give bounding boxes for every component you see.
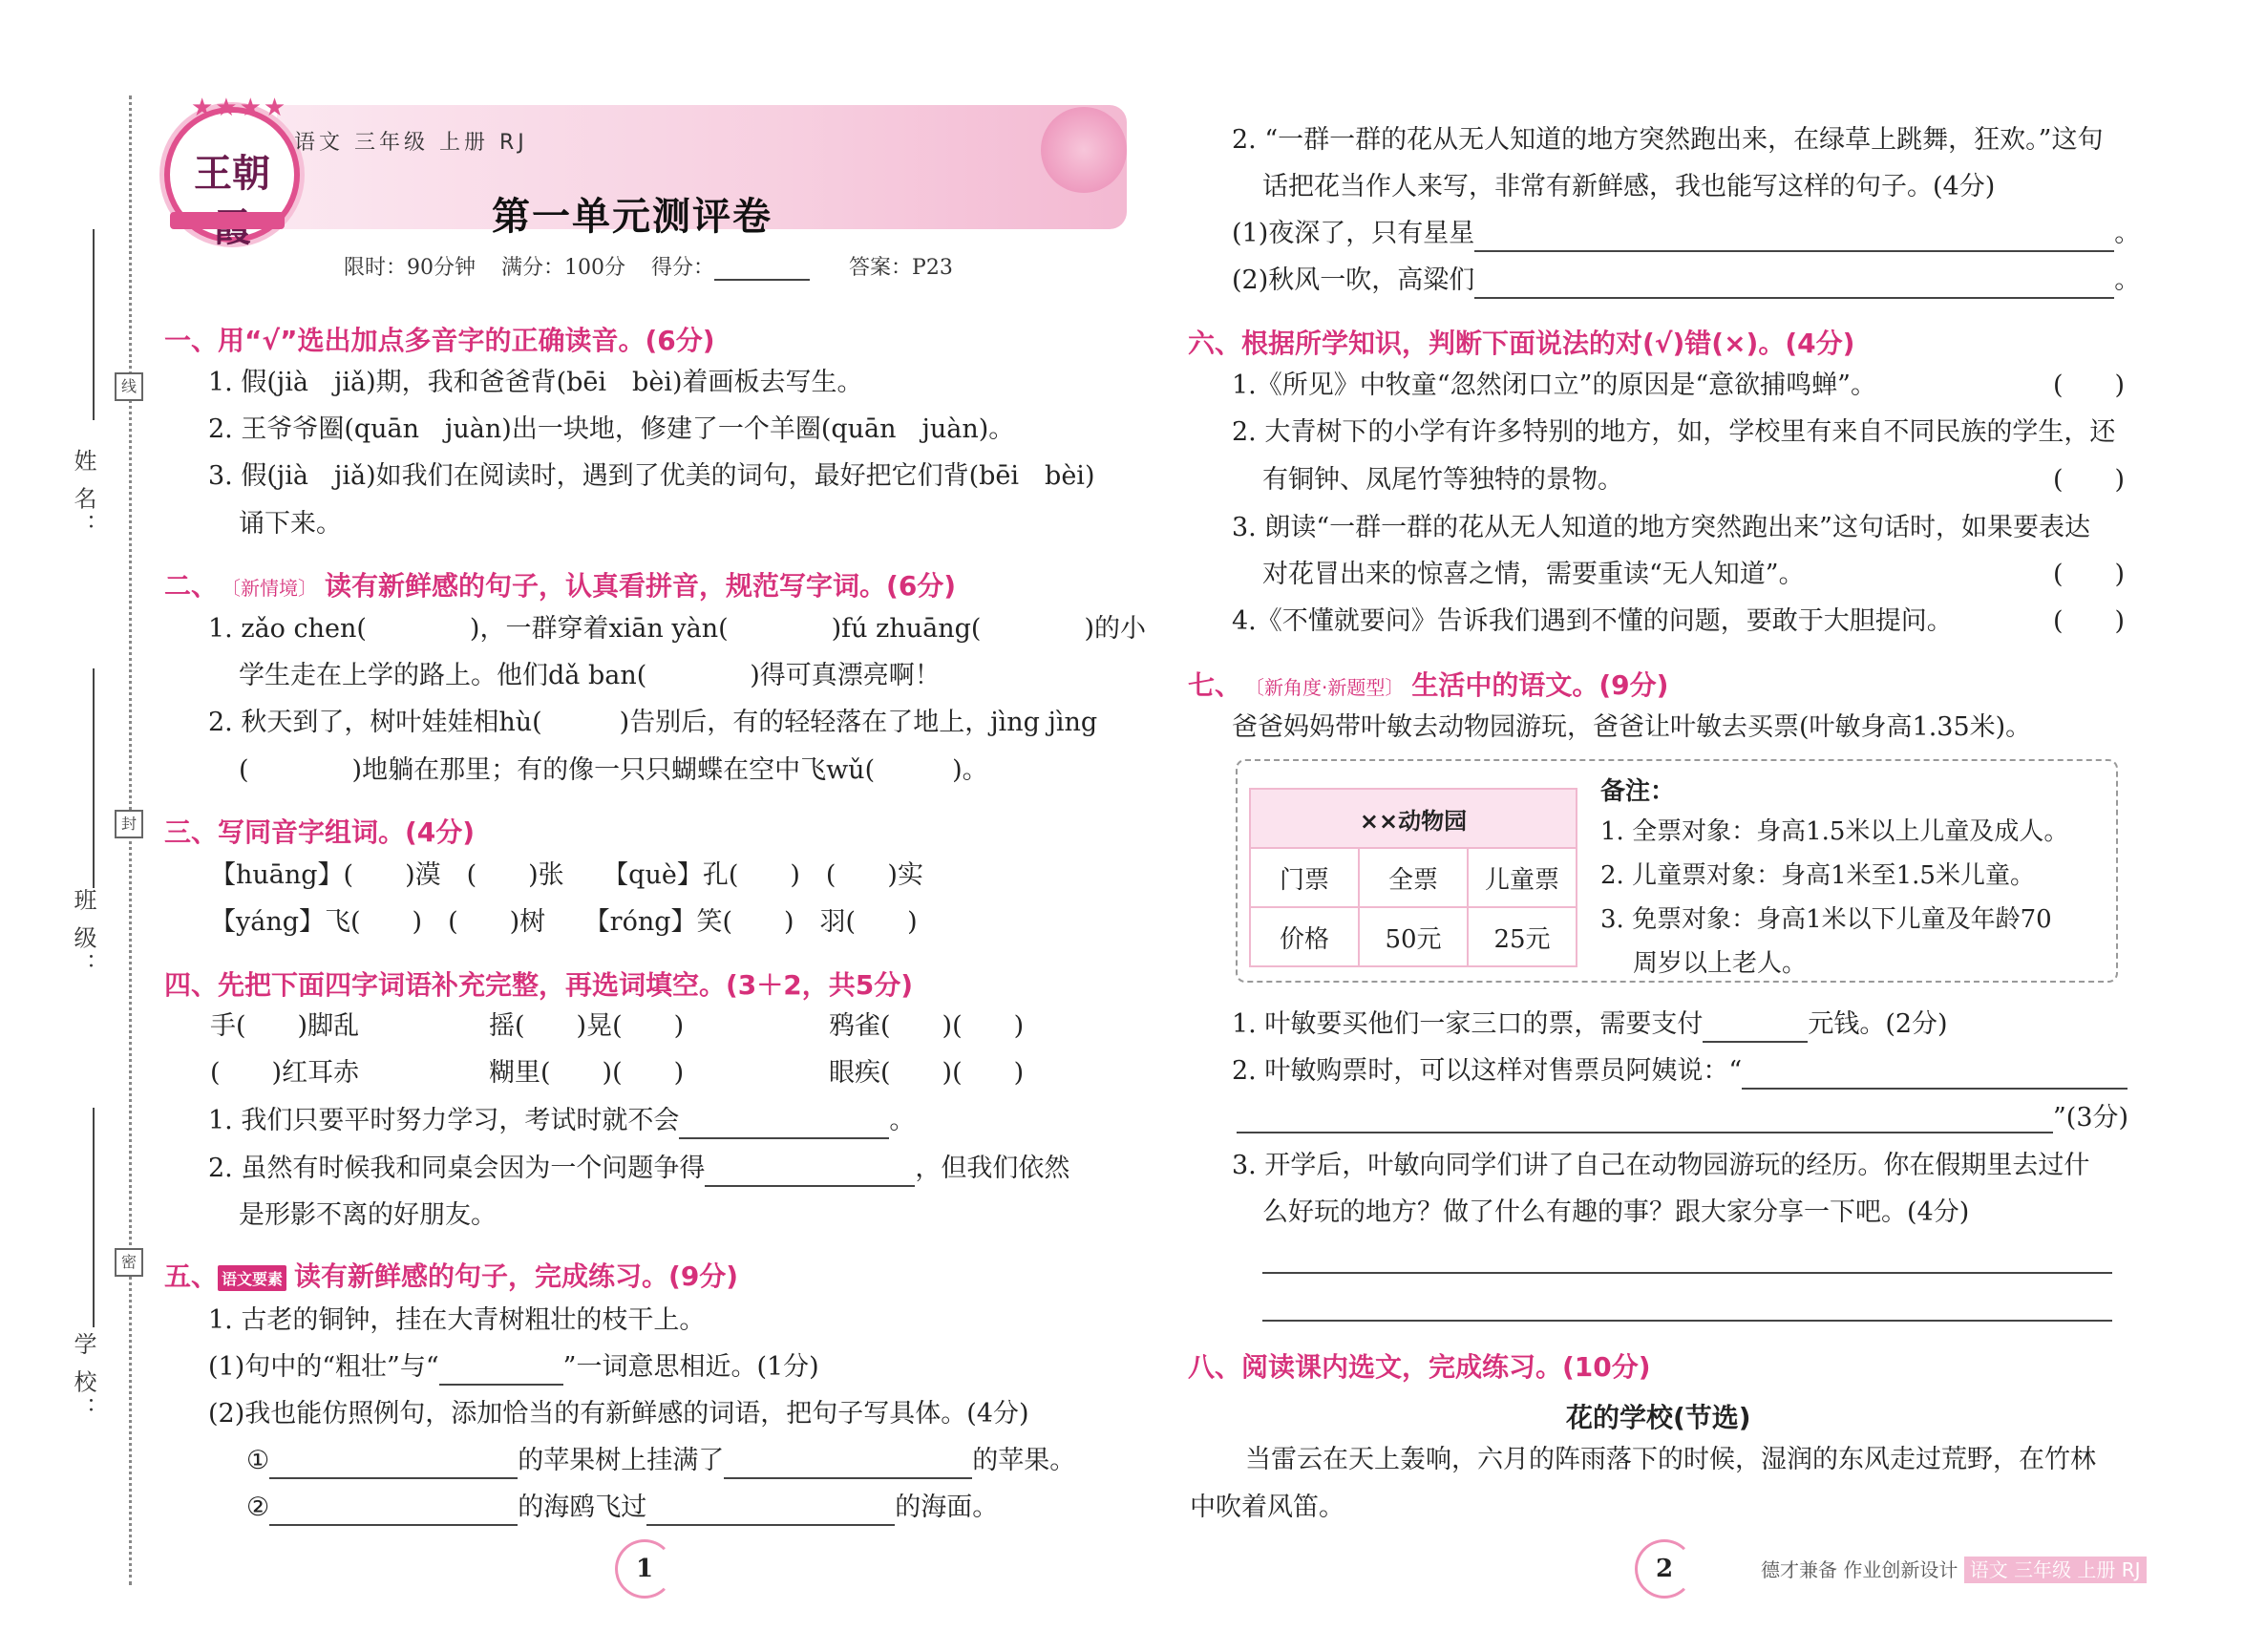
s6-q1: 1.《所见》中牧童“忽然闭口立”的原因是“意欲捕鸣蝉”。 — [1232, 371, 1876, 400]
section-1-title: 一、用“√”选出加点多音字的正确读音。(6分) — [164, 325, 715, 356]
page-number-1: 1 — [615, 1539, 674, 1599]
class-field-line — [93, 668, 95, 888]
s2-tag: 〔新情境〕 — [222, 577, 318, 600]
s7-intro: 爸爸妈妈带叶敏去动物园游玩，爸爸让叶敏去买票(叶敏身高1.35米)。 — [1232, 712, 2032, 742]
s6-q3a: 3. 朗读“一群一群的花从无人知道的地方突然跑出来”这句话时，如果要表达 — [1232, 513, 2090, 542]
s7-tag: 〔新角度·新题型〕 — [1245, 676, 1405, 699]
s5-q1: 1. 古老的铜钟，挂在大青树粗壮的枝干上。 — [208, 1305, 706, 1335]
s5-q1-2: (2)我也能仿照例句，添加恰当的有新鲜感的词语，把句子写具体。(4分) — [208, 1399, 1029, 1429]
s5-q1-1-text: (1)句中的“粗壮”与“ — [208, 1352, 439, 1382]
s7-q2-line[interactable] — [1237, 1132, 2053, 1133]
s5-title-text: 读有新鲜感的句子，完成练习。(9分) — [294, 1260, 739, 1292]
table-cell: 门票 — [1250, 848, 1359, 907]
page-title: 第一单元测评卷 — [492, 195, 773, 239]
s7-q2 — [1232, 1053, 2128, 1090]
s6-q3b: 对花冒出来的惊喜之情，需要重读“无人知道”。 — [1262, 560, 1805, 589]
s2-prefix: 二、 — [164, 570, 219, 602]
s5-ex2-blank2[interactable] — [646, 1499, 895, 1526]
s4-q1 — [208, 1103, 915, 1139]
s2-q2b: ( )地躺在那里；有的像一只只蝴蝶在空中飞wǔ( )。 — [239, 755, 988, 785]
s5-q2-1 — [1232, 216, 2140, 252]
s7-answer-line-2[interactable] — [1262, 1320, 2112, 1322]
s2-q1a: 1. zǎo chen( )，一群穿着xiān yàn( )fú zhuāng( )的小 — [208, 614, 1146, 644]
s5-ex2 — [246, 1490, 998, 1526]
s8-p1b: 中吹着风笛。 — [1190, 1493, 1344, 1522]
s5-ex1-end: 的苹果。 — [972, 1446, 1076, 1475]
s7-answer-line-1[interactable] — [1262, 1272, 2112, 1274]
s5-ex2-end: 的海面。 — [895, 1493, 999, 1522]
section-6-title: 六、根据所学知识，判断下面说法的对(√)错(×)。(4分) — [1188, 328, 1855, 359]
note-1: 1. 全票对象：身高1.5米以上儿童及成人。 — [1600, 817, 2069, 846]
score-field[interactable] — [714, 254, 810, 281]
s2-title-text: 读有新鲜感的句子，认真看拼音，规范写字词。(6分) — [325, 570, 957, 602]
s7-q2-text: 2. 叶敏购票时，可以这样对售票员阿姨说：“ — [1232, 1056, 1743, 1086]
brand-name: 王朝 — [194, 151, 270, 196]
s1-q3b: 诵下来。 — [239, 509, 342, 539]
crown-icon: ★★★★ — [191, 94, 288, 122]
s1-q2: 2. 王爷爷圈(quān juàn)出一块地，修建了一个羊圈(quān juàn)。 — [208, 414, 1015, 444]
s6-q2-answer[interactable]: ( ) — [2053, 465, 2126, 495]
s5-ex1-num: ① — [246, 1446, 270, 1475]
s4-word-1: 手( )脚乱 — [210, 1011, 360, 1041]
footer-series — [1761, 1555, 2147, 1582]
time-limit: 限时：90分钟 — [344, 256, 476, 280]
s7-q3a: 3. 开学后，叶敏向同学们讲了自己在动物园游玩的经历。你在假期里去过什 — [1232, 1151, 2090, 1180]
section-5-title — [164, 1256, 738, 1294]
sun-decoration — [1041, 107, 1127, 193]
note-3b: 周岁以上老人。 — [1633, 949, 1808, 978]
s1-q3a: 3. 假(jià jiǎ)如我们在阅读时，遇到了优美的词句，最好把它们背(bēi bèi) — [208, 461, 1095, 491]
s7-q1-blank[interactable] — [1703, 1016, 1808, 1043]
table-cell: 儿童票 — [1468, 848, 1577, 907]
s4-q2-blank[interactable] — [705, 1160, 915, 1187]
s5-q2-1-blank[interactable] — [1474, 225, 2114, 252]
s2-q1b: 学生走在上学的路上。他们dǎ ban( )得可真漂亮啊！ — [239, 661, 941, 690]
s5-ex1-blank2[interactable] — [724, 1452, 972, 1479]
s2-q2a: 2. 秋天到了，树叶娃娃相hù( )告别后，有的轻轻落在了地上，jìng jìng — [208, 708, 1098, 737]
seal-box-secret: 密 — [115, 1248, 143, 1277]
s7-q2-blank[interactable] — [1742, 1063, 2128, 1090]
s4-word-6: 眼疾( )( ) — [829, 1058, 1025, 1088]
brand-ribbon — [170, 212, 285, 229]
section-4-title: 四、先把下面四字词语补充完整，再选词填空。(3＋2，共5分) — [164, 969, 914, 1001]
binding-margin — [0, 0, 153, 1652]
s5-q2-2-blank[interactable] — [1474, 272, 2114, 299]
s6-q4-answer[interactable]: ( ) — [2053, 606, 2126, 636]
s4-q2a — [208, 1151, 1069, 1187]
s5-q2-2-end: 。 — [2114, 265, 2141, 295]
table-cell: 价格 — [1250, 907, 1359, 966]
notes-title: 备注： — [1600, 777, 1676, 806]
s3-row2: 【yáng】飞( ) ( )树 【róng】笑( ) 羽( ) — [210, 907, 918, 937]
s6-q2b: 有铜钟、凤尾竹等独特的景物。 — [1262, 465, 1623, 495]
exam-meta — [344, 251, 972, 281]
s5-q1-1-blank[interactable] — [439, 1359, 563, 1386]
s7-q1-end: 元钱。(2分) — [1808, 1009, 1948, 1039]
cut-line — [129, 95, 132, 1585]
note-2: 2. 儿童票对象：身高1米至1.5米儿童。 — [1600, 861, 2035, 890]
section-2-title — [164, 565, 956, 604]
footer-subject-tag: 语文 三年级 上册 RJ — [1964, 1557, 2147, 1583]
seal-box-seal: 封 — [115, 810, 143, 838]
s5-q1-1-end: ”一词意思相近。(1分) — [562, 1352, 819, 1382]
s5-tag: 语文要素 — [218, 1265, 286, 1291]
s7-q3b: 么好玩的地方？做了什么有趣的事？跟大家分享一下吧。(4分) — [1262, 1197, 1970, 1227]
s7-q2-end: ”(3分) — [2053, 1103, 2129, 1133]
table-cell: 25元 — [1468, 907, 1577, 966]
s7-q1-text: 1. 叶敏要买他们一家三口的票，需要支付 — [1232, 1009, 1704, 1039]
subject-tag: 语文 三年级 上册 RJ — [294, 131, 528, 155]
s6-q3-answer[interactable]: ( ) — [2053, 560, 2126, 589]
s6-q2a: 2. 大青树下的小学有许多特别的地方，如，学校里有来自不同民族的学生，还 — [1232, 417, 2116, 447]
s7-prefix: 七、 — [1188, 669, 1242, 701]
school-field-line — [93, 1108, 95, 1327]
s5-ex1 — [246, 1443, 1075, 1479]
s4-q2b: 是形影不离的好朋友。 — [239, 1200, 497, 1230]
table-cell: 50元 — [1359, 907, 1468, 966]
note-3a: 3. 免票对象：身高1米以下儿童及年龄70 — [1600, 905, 2052, 934]
answer-ref: 答案：P23 — [849, 256, 953, 280]
s4-q2a-text: 2. 虽然有时候我和同桌会因为一个问题争得 — [208, 1154, 706, 1183]
name-label: 姓 名： — [70, 449, 96, 540]
s5-ex1-blank1[interactable] — [269, 1452, 518, 1479]
s4-word-5: 糊里( )( ) — [489, 1058, 685, 1088]
s5-q2-1-text: (1)夜深了，只有星星 — [1232, 219, 1475, 248]
s5-q1-1 — [208, 1349, 819, 1386]
s5-q2-2 — [1232, 263, 2140, 299]
s3-row1: 【huāng】( )漠 ( )张 【què】孔( ) ( )实 — [210, 860, 923, 890]
s5-ex1-mid: 的苹果树上挂满了 — [518, 1446, 725, 1475]
s7-q1 — [1232, 1006, 1948, 1043]
s5-ex2-blank1[interactable] — [269, 1499, 518, 1526]
table-cell: 全票 — [1359, 848, 1468, 907]
s5-q2a: 2. “一群一群的花从无人知道的地方突然跑出来，在绿草上跳舞，狂欢。”这句 — [1232, 125, 2104, 155]
seal-box-line: 线 — [115, 372, 143, 401]
ticket-price-table — [1249, 788, 1577, 967]
zoo-name: ××动物园 — [1250, 789, 1577, 848]
s7-title-text: 生活中的语文。(9分) — [1411, 669, 1669, 701]
s5-prefix: 五、 — [164, 1260, 219, 1292]
section-8-title: 八、阅读课内选文，完成练习。(10分) — [1188, 1351, 1651, 1383]
full-score: 满分：100分 — [501, 256, 625, 280]
s4-q1-blank[interactable] — [679, 1112, 889, 1139]
s6-q4: 4.《不懂就要问》告诉我们遇到不懂的问题，要敢于大胆提问。 — [1232, 606, 1953, 636]
s4-word-3: 鸦雀( )( ) — [829, 1011, 1025, 1041]
s4-q1-end: 。 — [889, 1106, 916, 1135]
s5-q2-2-text: (2)秋风一吹，高粱们 — [1232, 265, 1475, 295]
s5-q2b: 话把花当作人来写，非常有新鲜感，我也能写这样的句子。(4分) — [1262, 172, 1996, 201]
s5-ex2-mid: 的海鸥飞过 — [518, 1493, 647, 1522]
footer-series-text: 德才兼备 作业创新设计 — [1761, 1558, 1958, 1581]
class-label: 班 级： — [70, 888, 96, 980]
section-7-title — [1188, 665, 1668, 703]
s5-q2-1-end: 。 — [2114, 219, 2141, 248]
name-field-line — [93, 229, 95, 420]
s4-q1-text: 1. 我们只要平时努力学习，考试时就不会 — [208, 1106, 680, 1135]
article-title: 花的学校(节选) — [1566, 1402, 1751, 1433]
s4-word-2: 摇( )晃( ) — [489, 1011, 685, 1041]
page-number-2: 2 — [1635, 1539, 1694, 1599]
s4-q2a-end: ，但我们依然 — [915, 1154, 1070, 1183]
s5-ex2-num: ② — [246, 1493, 270, 1522]
school-label: 学 校： — [70, 1332, 96, 1424]
s8-p1a: 当雷云在天上轰响，六月的阵雨落下的时候，湿润的东风走过荒野，在竹林 — [1245, 1445, 2096, 1474]
s6-q1-answer[interactable]: ( ) — [2053, 371, 2126, 400]
section-3-title: 三、写同音字组词。(4分) — [164, 816, 476, 848]
s4-word-4: ( )红耳赤 — [210, 1058, 360, 1088]
s1-q1: 1. 假(jià jiǎ)期，我和爸爸背(bēi bèi)着画板去写生。 — [208, 368, 863, 397]
score-label: 得分： — [651, 256, 715, 280]
